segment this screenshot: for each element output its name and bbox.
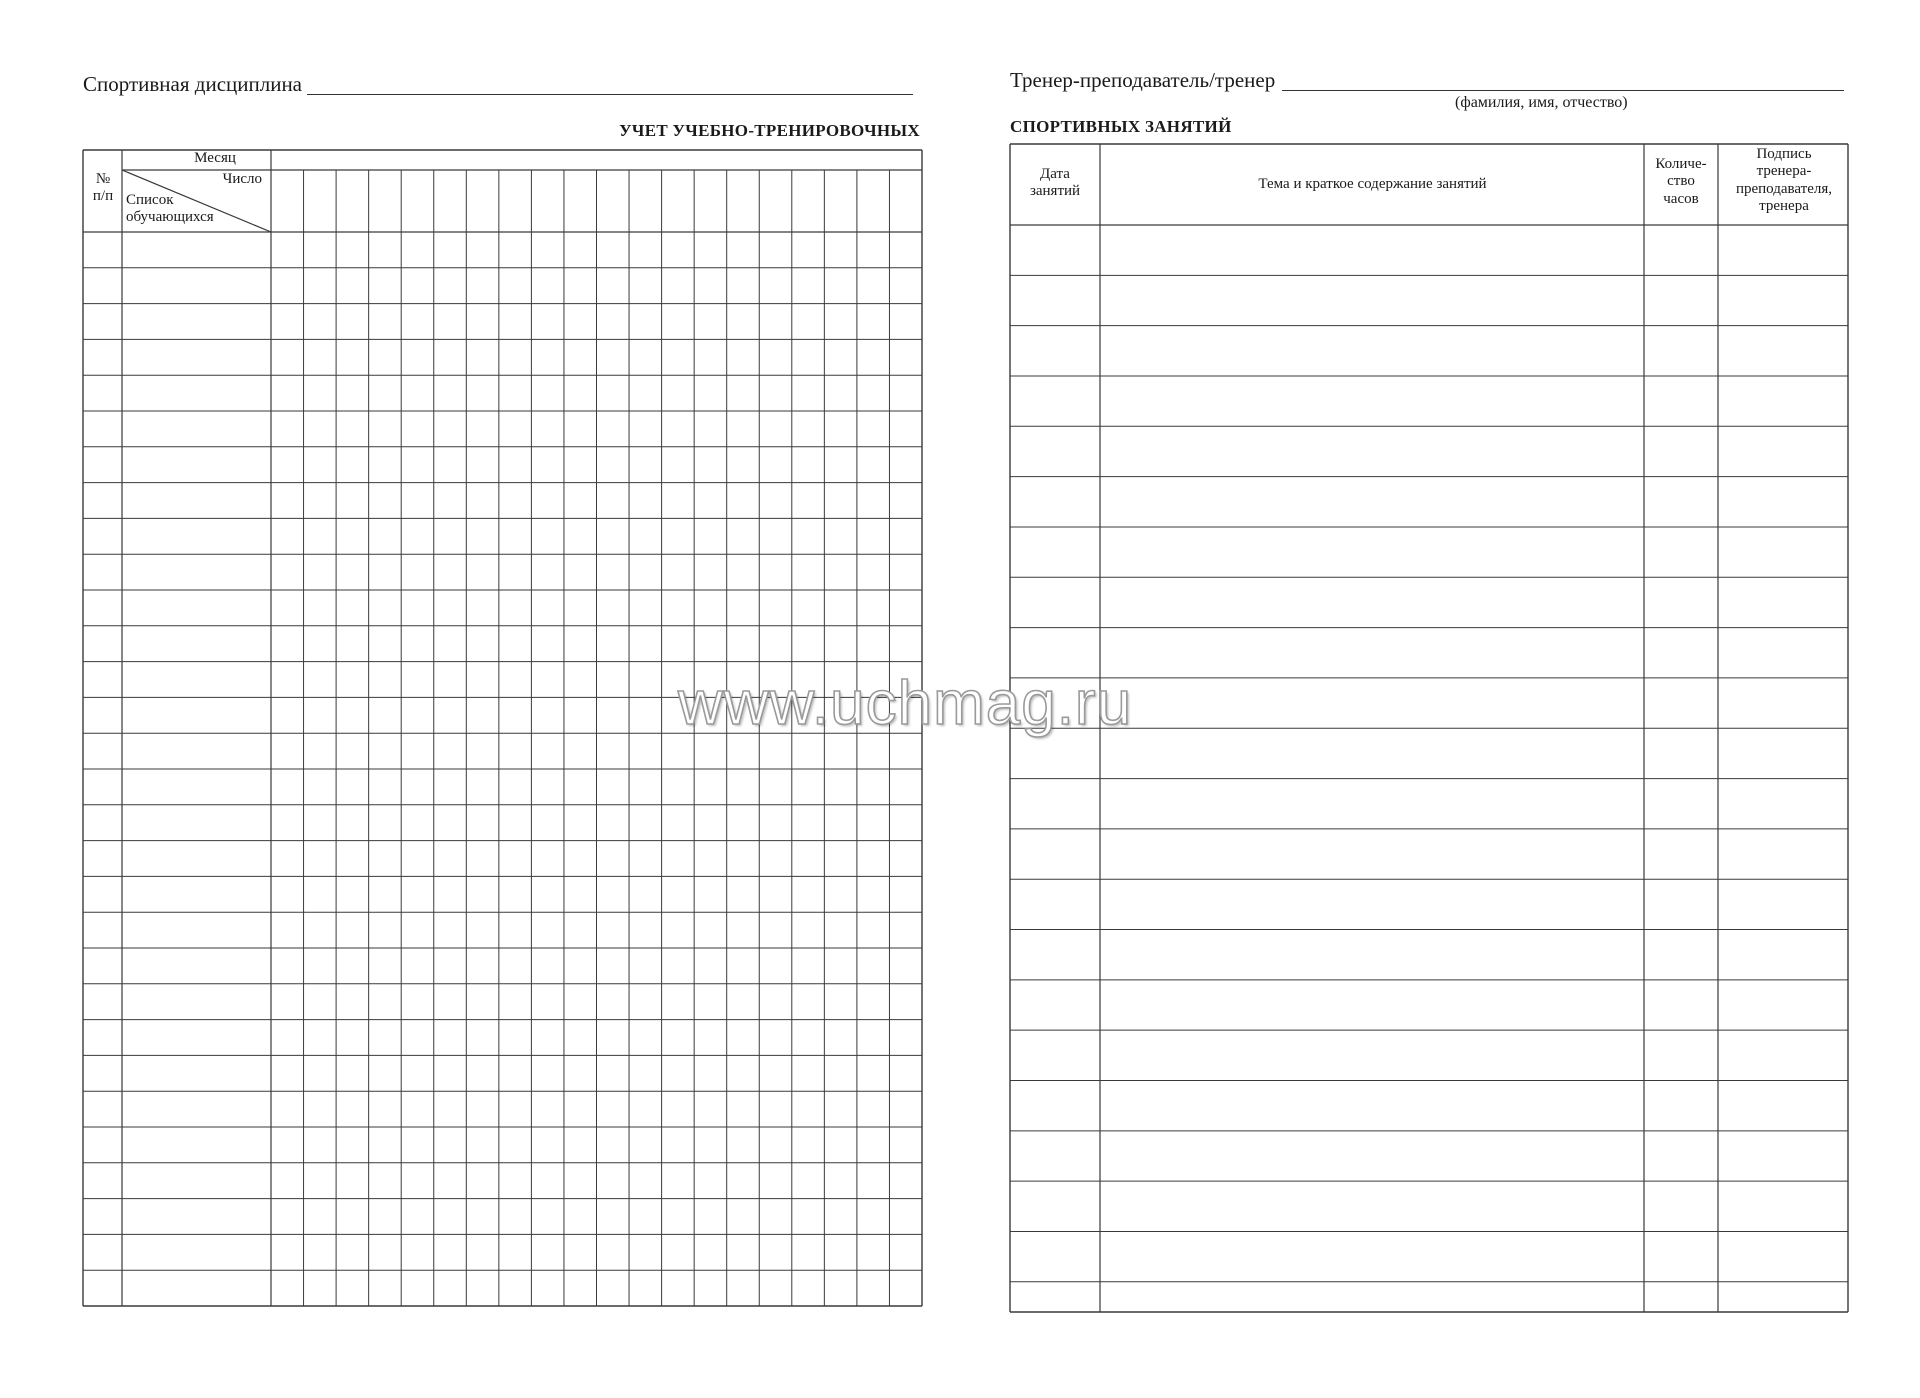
col-signature-label: Подпись тренера- преподавателя, тренера [1735,146,1833,214]
col-date-label: Дата занятий [1029,166,1081,200]
day-label: Число [222,171,262,187]
month-label: Месяц [194,150,236,166]
coach-caption: (фамилия, имя, отчество) [1455,94,1628,111]
col-topic-label: Тема и краткое содержание занятий [1258,176,1487,192]
watermark: www.uchmag.ru [678,669,1133,738]
students-label: Список обучающихся [126,192,214,226]
right-heading: СПОРТИВНЫХ ЗАНЯТИЙ [1010,117,1232,136]
left-heading-text: УЧЕТ УЧЕБНО-ТРЕНИРОВОЧНЫХ [619,121,920,140]
coach-label: Тренер-преподаватель/тренер [1010,68,1276,92]
col-hours-label: Количе- ство часов [1655,156,1707,207]
col-no-label: № п/п [92,171,114,205]
discipline-label: Спортивная дисциплина [83,72,303,96]
